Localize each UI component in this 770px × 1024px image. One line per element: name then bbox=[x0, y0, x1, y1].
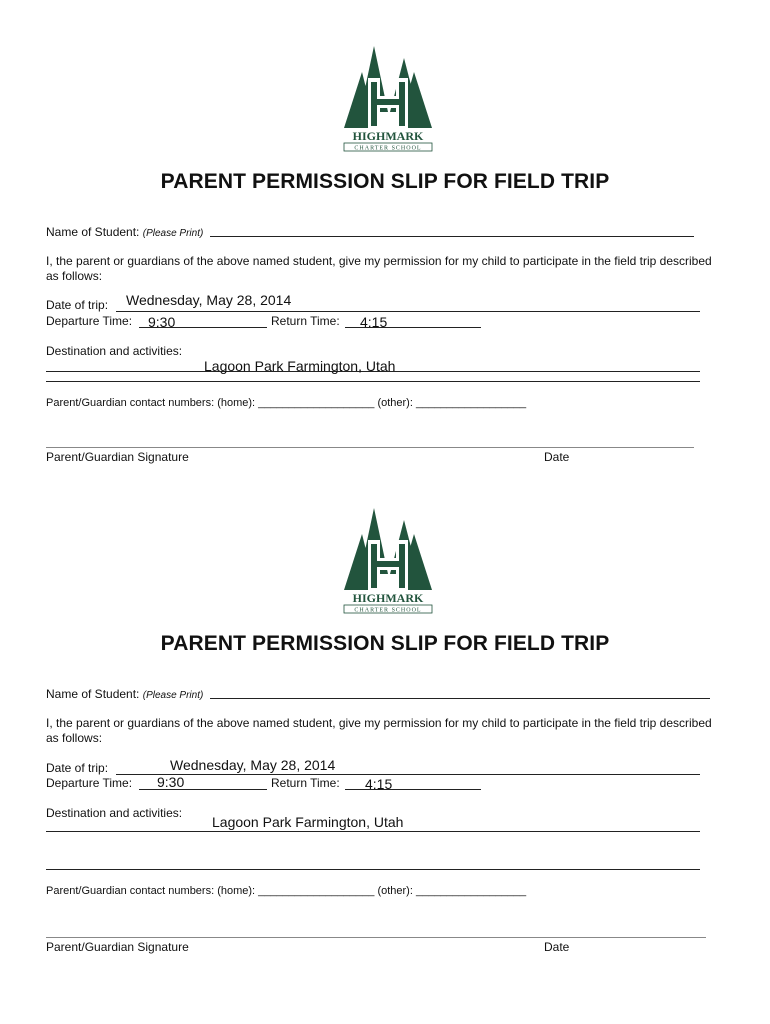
slip-2-destination-field-2[interactable] bbox=[46, 869, 700, 870]
slip-1-destination-value: Lagoon Park Farmington, Utah bbox=[204, 358, 396, 374]
slip-2-return-value: 4:15 bbox=[365, 776, 393, 792]
slip-2-contact-label: Parent/Guardian contact numbers: (home): ___________________ (other): __________________ bbox=[46, 885, 527, 897]
slip-1-destination-field-2[interactable] bbox=[46, 381, 700, 382]
slip-1-return-label: Return Time: bbox=[271, 314, 340, 328]
slip-1-departure-label: Departure Time: bbox=[46, 314, 133, 328]
logo-subtitle: CHARTER SCHOOL bbox=[354, 145, 422, 152]
slip-1-signature-line[interactable] bbox=[46, 447, 694, 448]
slip-2-destination-label: Destination and activities: bbox=[46, 806, 183, 820]
slip-2-return-label: Return Time: bbox=[271, 776, 340, 790]
slip-1-contact-label: Parent/Guardian contact numbers: (home): ___________________ (other): __________________ bbox=[46, 397, 527, 409]
slip-1-departure-value: 9:30 bbox=[148, 314, 176, 330]
slip-1-return-value: 4:15 bbox=[360, 314, 388, 330]
logo-name: HIGHMARK bbox=[352, 591, 424, 605]
school-logo-2 bbox=[340, 506, 436, 614]
slip-2-destination-value: Lagoon Park Farmington, Utah bbox=[212, 814, 404, 830]
slip-1-student-label: Name of Student: (Please Print) bbox=[46, 225, 204, 239]
slip-1-date-sign-label: Date bbox=[544, 450, 570, 464]
slip-2-date-value: Wednesday, May 28, 2014 bbox=[170, 757, 336, 773]
slip-1-date-label: Date of trip: bbox=[46, 298, 109, 312]
slip-2-signature-label: Parent/Guardian Signature bbox=[46, 940, 189, 954]
school-logo bbox=[340, 44, 436, 152]
slip-2-date-sign-label: Date bbox=[544, 940, 570, 954]
slip-2-statement: I, the parent or guardians of the above named student, give my permission for my child to participate in the field trip described as follows: bbox=[46, 716, 712, 745]
slip-2-date-label: Date of trip: bbox=[46, 761, 109, 775]
slip-1-statement: I, the parent or guardians of the above named student, give my permission for my child to participate in the field trip described as follows: bbox=[46, 254, 712, 283]
slip-1-student-field[interactable] bbox=[210, 236, 694, 237]
slip-1-date-value: Wednesday, May 28, 2014 bbox=[126, 292, 292, 308]
logo-name: HIGHMARK bbox=[352, 129, 424, 143]
slip-1-destination-label: Destination and activities: bbox=[46, 344, 183, 358]
slip-2-title: PARENT PERMISSION SLIP FOR FIELD TRIP bbox=[160, 632, 610, 655]
slip-1-date-field[interactable] bbox=[116, 311, 700, 312]
slip-2-student-field[interactable] bbox=[210, 698, 710, 699]
slip-1-title: PARENT PERMISSION SLIP FOR FIELD TRIP bbox=[160, 170, 610, 193]
logo-subtitle: CHARTER SCHOOL bbox=[354, 607, 422, 614]
slip-2-departure-value: 9:30 bbox=[157, 774, 185, 790]
slip-2-departure-label: Departure Time: bbox=[46, 776, 133, 790]
slip-1-signature-label: Parent/Guardian Signature bbox=[46, 450, 189, 464]
slip-2-date-field[interactable] bbox=[116, 774, 700, 775]
slip-2-destination-field[interactable] bbox=[46, 831, 700, 832]
slip-2-student-label: Name of Student: (Please Print) bbox=[46, 687, 204, 701]
slip-2-signature-line[interactable] bbox=[46, 937, 706, 938]
highmark-tree-icon bbox=[340, 44, 436, 152]
highmark-tree-icon bbox=[340, 506, 436, 614]
